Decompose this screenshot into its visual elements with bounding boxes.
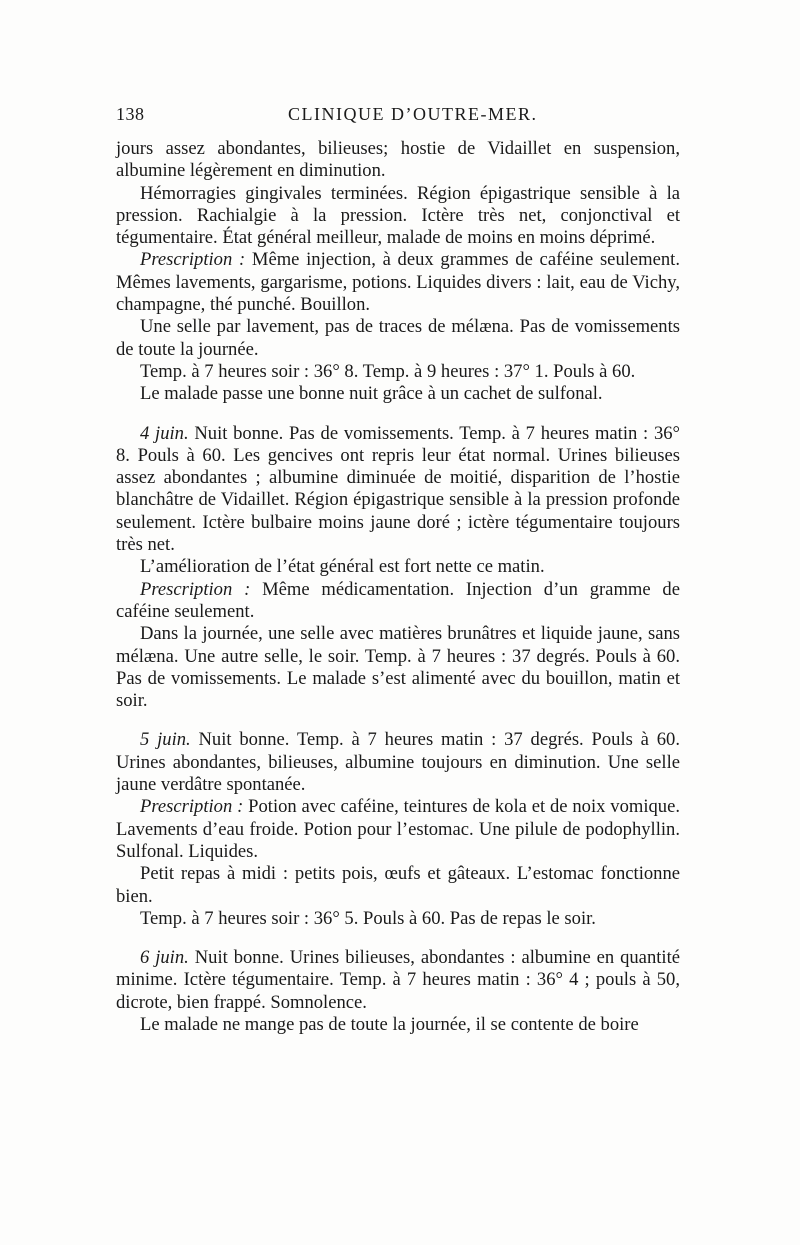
paragraph-text: Une selle par lavement, pas de traces de mélæna. Pas de vomissements de toute la journée. (116, 316, 680, 360)
body-text (116, 138, 680, 1036)
paragraph-day-notes (116, 623, 680, 712)
paragraph-label: Prescription : (140, 578, 251, 600)
paragraph-text: Nuit bonne. Urines bilieuses, abondantes : albumine en quantité minime. Ictère tégumentaire. Temp. à 7 heures matin : 36° 4 ; pouls à 50, dicrote, bien frappé. Somnolence. (116, 947, 680, 1013)
paragraph-improvement (116, 556, 680, 578)
paragraph-prescription (116, 249, 680, 316)
paragraph-label: Prescription : (140, 796, 244, 818)
paragraph-june-6 (116, 947, 680, 1014)
paragraph-text: Même injection, à deux grammes de caféine seulement. Mêmes lavements, gargarisme, potions. Liquides divers : lait, eau de Vichy, champagne, thé punché. Bouillon. (116, 249, 680, 316)
date-label: 6 juin. (140, 947, 189, 969)
paragraph-stool (116, 316, 680, 361)
paragraph-text: Potion avec caféine, teintures de kola et de noix vomique. Lavements d’eau froide. Potion pour l’estomac. Une pilule de podophyllin. Sulfonal. Liquides. (116, 796, 680, 862)
paragraph-text: Hémorragies gingivales terminées. Région épigastrique sensible à la pression. Rachialgie à la pression. Ictère très net, conjonctival et tégumentaire. État général meilleur, malade de moins en moins déprimé. (116, 182, 680, 249)
paragraph-text: Le malade ne mange pas de toute la journée, il se contente de boire (140, 1013, 639, 1035)
running-title: CLINIQUE D’OUTRE-MER. (288, 104, 538, 124)
page-number: 138 (116, 104, 145, 124)
date-label: 4 juin. (140, 422, 189, 444)
paragraph-text: Le malade passe une bonne nuit grâce à un cachet de sulfonal. (140, 383, 603, 405)
paragraph-prescription (116, 796, 680, 863)
paragraph-june-4 (116, 423, 680, 557)
date-label: 5 juin. (140, 729, 191, 751)
paragraph-continuation (116, 138, 680, 183)
paragraph-meal (116, 863, 680, 908)
paragraph-text: L’amélioration de l’état général est fort nette ce matin. (140, 556, 545, 578)
paragraph-last-line (116, 1014, 680, 1036)
paragraph-text: Temp. à 7 heures soir : 36° 8. Temp. à 9 heures : 37° 1. Pouls à 60. (140, 360, 636, 382)
paragraph-text: Temp. à 7 heures soir : 36° 5. Pouls à 60. Pas de repas le soir. (140, 907, 596, 929)
paragraph-text: Petit repas à midi : petits pois, œufs et gâteaux. L’estomac fonctionne bien. (116, 863, 680, 907)
paragraph-text: Dans la journée, une selle avec matières brunâtres et liquide jaune, sans mélæna. Une autre selle, le soir. Temp. à 7 heures : 37 degrés. Pouls à 60. Pas de vomissements. Le malade s’est alimenté avec du bouillon, matin et soir. (116, 623, 680, 712)
paragraph-evening-temperature (116, 908, 680, 930)
paragraph-hemorrhages (116, 183, 680, 250)
paragraph-text: jours assez abondantes, bilieuses; hostie de Vidaillet en suspension, albumine légèrement en diminution. (116, 138, 680, 182)
paragraph-label: Prescription : (140, 249, 246, 271)
paragraph-text: Même médicamentation. Injection d’un gramme de caféine seulement. (116, 578, 680, 622)
paragraph-prescription (116, 579, 680, 624)
paragraph-text: Nuit bonne. Temp. à 7 heures matin : 37 degrés. Pouls à 60. Urines abondantes, bilieuses, albumine toujours en diminution. Une selle jaune verdâtre spontanée. (116, 729, 680, 796)
paragraph-text: Nuit bonne. Pas de vomissements. Temp. à 7 heures matin : 36° 8. Pouls à 60. Les gencives ont repris leur état normal. Urines bilieuses assez abondantes ; albumine diminuée de moitié, disparition de l’hostie blanchâtre de Vidaillet. Région épigastrique sensible à la pression profonde seulement. Ictère bulbaire moins jaune doré ; ictère tégumentaire toujours très net. (116, 422, 680, 556)
paragraph-june-5 (116, 729, 680, 796)
paragraph-night (116, 383, 680, 405)
paragraph-temperature (116, 361, 680, 383)
running-head (116, 104, 680, 130)
